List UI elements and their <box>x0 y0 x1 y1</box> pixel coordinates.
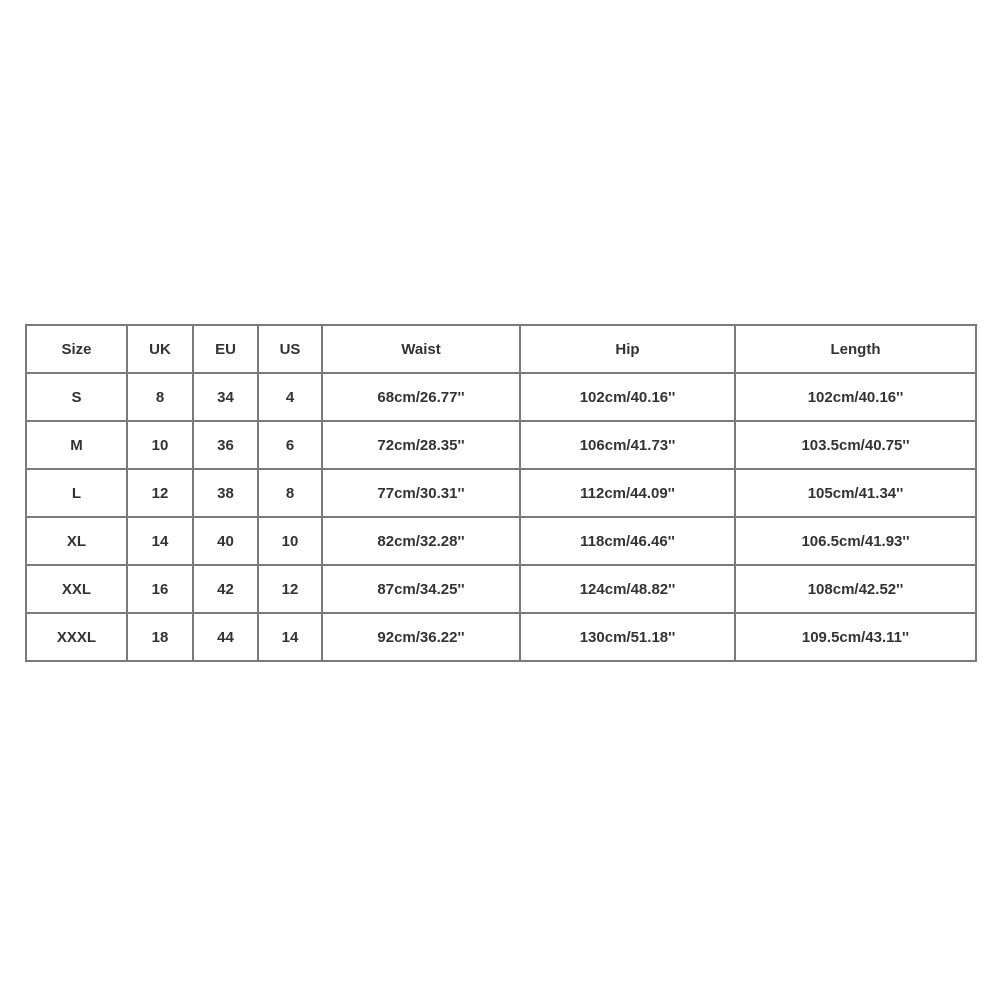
cell-waist: 77cm/30.31'' <box>322 469 520 517</box>
table-row <box>26 421 976 469</box>
table-row <box>26 565 976 613</box>
cell-us: 4 <box>258 373 322 421</box>
cell-uk: 12 <box>127 469 193 517</box>
cell-size: S <box>26 373 127 421</box>
cell-length: 108cm/42.52'' <box>735 565 976 613</box>
table-row <box>26 517 976 565</box>
header-uk: UK <box>127 325 193 373</box>
cell-hip: 130cm/51.18'' <box>520 613 735 661</box>
cell-waist: 92cm/36.22'' <box>322 613 520 661</box>
cell-length: 103.5cm/40.75'' <box>735 421 976 469</box>
cell-us: 6 <box>258 421 322 469</box>
cell-us: 10 <box>258 517 322 565</box>
cell-length: 102cm/40.16'' <box>735 373 976 421</box>
table-row <box>26 469 976 517</box>
cell-uk: 10 <box>127 421 193 469</box>
header-length: Length <box>735 325 976 373</box>
cell-hip: 124cm/48.82'' <box>520 565 735 613</box>
cell-waist: 68cm/26.77'' <box>322 373 520 421</box>
cell-length: 109.5cm/43.11'' <box>735 613 976 661</box>
cell-waist: 72cm/28.35'' <box>322 421 520 469</box>
cell-size: XXXL <box>26 613 127 661</box>
cell-size: XXL <box>26 565 127 613</box>
cell-uk: 14 <box>127 517 193 565</box>
header-waist: Waist <box>322 325 520 373</box>
header-hip: Hip <box>520 325 735 373</box>
cell-size: M <box>26 421 127 469</box>
cell-waist: 87cm/34.25'' <box>322 565 520 613</box>
header-us: US <box>258 325 322 373</box>
cell-uk: 16 <box>127 565 193 613</box>
cell-size: L <box>26 469 127 517</box>
cell-eu: 42 <box>193 565 258 613</box>
header-eu: EU <box>193 325 258 373</box>
table-header-row <box>26 325 976 373</box>
cell-us: 12 <box>258 565 322 613</box>
size-chart-table <box>25 324 977 662</box>
cell-hip: 112cm/44.09'' <box>520 469 735 517</box>
cell-eu: 38 <box>193 469 258 517</box>
cell-length: 106.5cm/41.93'' <box>735 517 976 565</box>
cell-eu: 44 <box>193 613 258 661</box>
cell-eu: 36 <box>193 421 258 469</box>
cell-size: XL <box>26 517 127 565</box>
cell-eu: 34 <box>193 373 258 421</box>
cell-us: 8 <box>258 469 322 517</box>
cell-length: 105cm/41.34'' <box>735 469 976 517</box>
cell-waist: 82cm/32.28'' <box>322 517 520 565</box>
cell-uk: 8 <box>127 373 193 421</box>
cell-us: 14 <box>258 613 322 661</box>
cell-hip: 118cm/46.46'' <box>520 517 735 565</box>
cell-eu: 40 <box>193 517 258 565</box>
table-row <box>26 373 976 421</box>
header-size: Size <box>26 325 127 373</box>
table-row <box>26 613 976 661</box>
cell-hip: 102cm/40.16'' <box>520 373 735 421</box>
cell-uk: 18 <box>127 613 193 661</box>
cell-hip: 106cm/41.73'' <box>520 421 735 469</box>
